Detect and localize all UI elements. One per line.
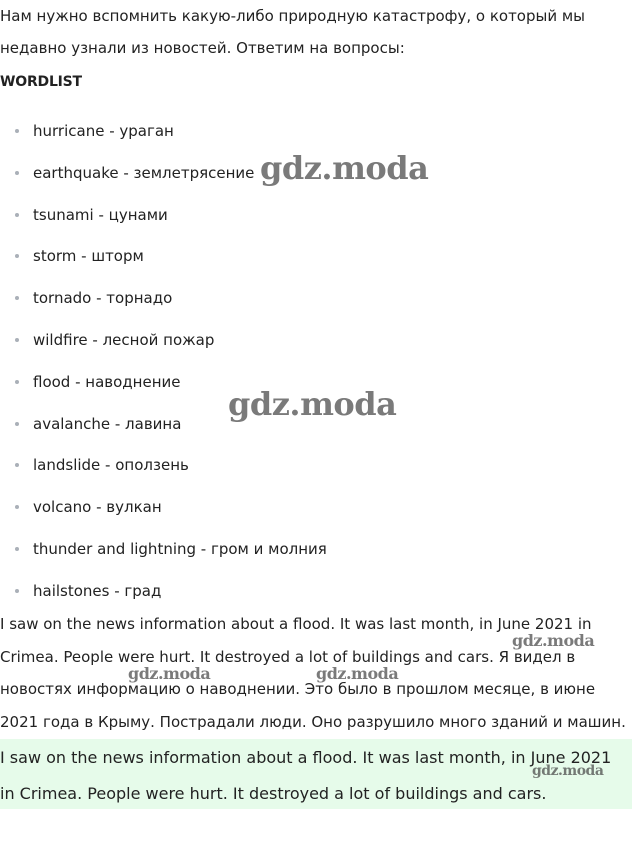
list-item-text: flood - наводнение — [33, 372, 181, 391]
bullet-icon — [15, 380, 19, 384]
list-item-text: tsunami - цунами — [33, 205, 168, 224]
bullet-icon — [15, 422, 19, 426]
list-item — [0, 153, 327, 195]
watermark-logo: gdz.moda — [260, 149, 429, 187]
bullet-icon — [15, 254, 19, 258]
bullet-icon — [15, 296, 19, 300]
list-item-text: hurricane - ураган — [33, 122, 174, 140]
watermark-logo: gdz.moda — [316, 664, 399, 683]
list-item-text: avalanche - лавина — [33, 414, 182, 433]
list-item-text: storm - шторм — [33, 247, 144, 266]
list-item — [0, 487, 327, 529]
list-item — [0, 278, 327, 320]
list-item — [0, 362, 327, 404]
list-item-text: hailstones - град — [33, 581, 162, 600]
watermark-logo: gdz.moda — [512, 631, 595, 650]
list-item-text: volcano - вулкан — [33, 498, 162, 517]
bullet-icon — [15, 338, 19, 342]
answer-text: I saw on the news information about a flood. It was last month, in June 2021 in Crimea. People were hurt. It destroyed a lot of buildings and cars. — [0, 748, 612, 803]
watermark-logo: gdz.moda — [532, 763, 604, 779]
answer-highlight — [0, 739, 632, 809]
bullet-icon — [15, 505, 19, 509]
list-item — [0, 320, 327, 362]
list-item — [0, 571, 327, 613]
intro-paragraph: Нам нужно вспомнить какую-либо природную катастрофу, о который мы недавно узнали из новостей. Ответим на вопросы: — [0, 7, 586, 57]
list-item — [0, 404, 327, 446]
list-item-text: thunder and lightning - гром и молния — [33, 539, 327, 558]
list-item — [0, 236, 327, 278]
bullet-icon — [15, 463, 19, 467]
wordlist — [0, 111, 327, 613]
bullet-icon — [15, 213, 19, 217]
list-item — [0, 445, 327, 487]
bullet-icon — [15, 589, 19, 593]
watermark-logo: gdz.moda — [228, 385, 397, 423]
watermark-logo: gdz.moda — [128, 664, 211, 683]
bullet-icon — [15, 171, 19, 175]
list-item — [0, 111, 327, 153]
bullet-icon — [15, 547, 19, 551]
wordlist-heading: WORDLIST — [0, 74, 82, 90]
story-paragraph: I saw on the news information about a flood. It was last month, in June 2021 in Crimea. People were hurt. It destroyed a lot of buildings and cars. Я видел в новостях информацию о наводнении. Это было в прошлом месяце, в июне 2021 года в Крыму. Пострадали люди. Оно разрушило много зданий и машин. — [0, 615, 626, 731]
list-item — [0, 529, 327, 571]
list-item-text: landslide - оползень — [33, 456, 189, 475]
list-item — [0, 195, 327, 237]
list-item-text: wildfire - лесной пожар — [33, 330, 215, 349]
list-item-text: earthquake - землетрясение — [33, 163, 255, 182]
bullet-icon — [15, 129, 19, 133]
list-item-text: tornado - торнадо — [33, 289, 173, 308]
